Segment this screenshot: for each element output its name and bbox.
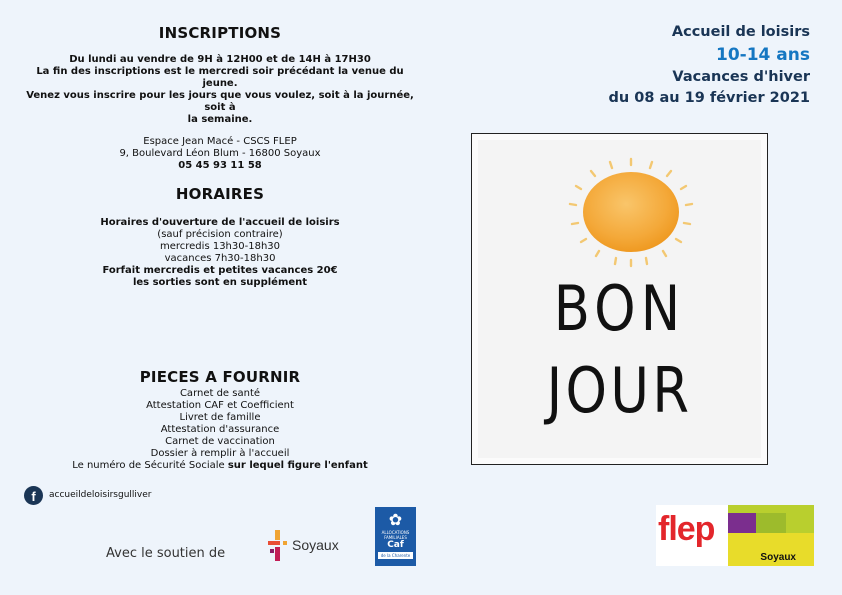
piece-item: Carnet de vaccination	[165, 436, 275, 447]
horaires-line-6: les sorties sont en supplément	[132, 277, 308, 288]
bonjour-poster	[471, 133, 768, 465]
horaires-line-4: vacances 7h30-18h30	[164, 253, 276, 264]
poster-word-jour: JOUR	[546, 354, 693, 427]
horaires-line-2: (sauf précision contraire)	[157, 229, 283, 240]
caf-line-1: ALLOCATIONS	[381, 530, 410, 535]
facebook-handle: accueildeloisirsgulliver	[49, 490, 152, 500]
pieces-section	[20, 368, 420, 472]
caf-flower-icon: ✿	[388, 510, 403, 529]
address-line-2: 9, Boulevard Léon Blum - 16800 Soyaux	[119, 148, 321, 159]
caf-name: Caf	[387, 540, 404, 550]
flep-logo	[656, 505, 814, 566]
pieces-heading: PIECES A FOURNIR	[139, 368, 301, 386]
piece-item: Carnet de santé	[179, 388, 261, 399]
soyaux-logo	[268, 530, 352, 562]
flep-logo-text: flep	[658, 510, 715, 548]
piece-item-last-bold: sur lequel figure l'enfant	[227, 460, 368, 471]
caf-line-2: FAMILIALES	[384, 535, 407, 540]
piece-item: Attestation d'assurance	[160, 424, 280, 435]
support-label: Avec le soutien de	[106, 546, 226, 561]
piece-item: Livret de famille	[179, 412, 261, 423]
caf-sub: de la Charente	[378, 552, 413, 559]
page-header	[510, 22, 810, 109]
piece-item-last	[20, 460, 420, 472]
address-line-1: Espace Jean Macé - CSCS FLEP	[143, 136, 297, 147]
facebook-link[interactable]	[24, 485, 151, 505]
facebook-icon: f	[24, 486, 43, 505]
soyaux-logo-icon	[268, 530, 294, 562]
inscriptions-info-2: la semaine.	[187, 114, 253, 125]
header-line-1: Accueil de loisirs	[671, 24, 810, 40]
inscriptions-heading: INSCRIPTIONS	[158, 24, 282, 42]
flep-logo-sub: Soyaux	[760, 552, 796, 563]
inscriptions-hours: Du lundi au vendre de 9H à 12H00 et de 14H à 17H30	[69, 54, 371, 65]
horaires-heading: HORAIRES	[175, 185, 265, 203]
piece-item-last-prefix: Le numéro de Sécurité Sociale	[72, 460, 228, 471]
horaires-section	[20, 185, 420, 289]
inscriptions-section	[20, 24, 420, 172]
horaires-line-1: Horaires d'ouverture de l'accueil de loisirs	[100, 217, 340, 228]
inscriptions-deadline: La fin des inscriptions est le mercredi soir précédant la venue du jeune.	[36, 66, 404, 89]
inscriptions-info: Venez vous inscrire pour les jours que vous voulez, soit à la journée, soit à	[26, 90, 414, 113]
horaires-line-3: mercredis 13h30-18h30	[159, 241, 281, 252]
poster-word-bon: BON	[553, 272, 686, 345]
header-line-3: Vacances d'hiver	[672, 69, 810, 85]
horaires-line-5: Forfait mercredis et petites vacances 20€	[102, 265, 338, 276]
piece-item: Dossier à remplir à l'accueil	[150, 448, 290, 459]
phone-number: 05 45 93 11 58	[178, 160, 262, 171]
soyaux-logo-text: Soyaux	[292, 537, 339, 553]
header-dates: du 08 au 19 février 2021	[608, 90, 810, 106]
piece-item: Attestation CAF et Coefficient	[146, 400, 294, 411]
caf-logo	[375, 507, 416, 566]
header-age-range: 10-14 ans	[716, 45, 810, 65]
